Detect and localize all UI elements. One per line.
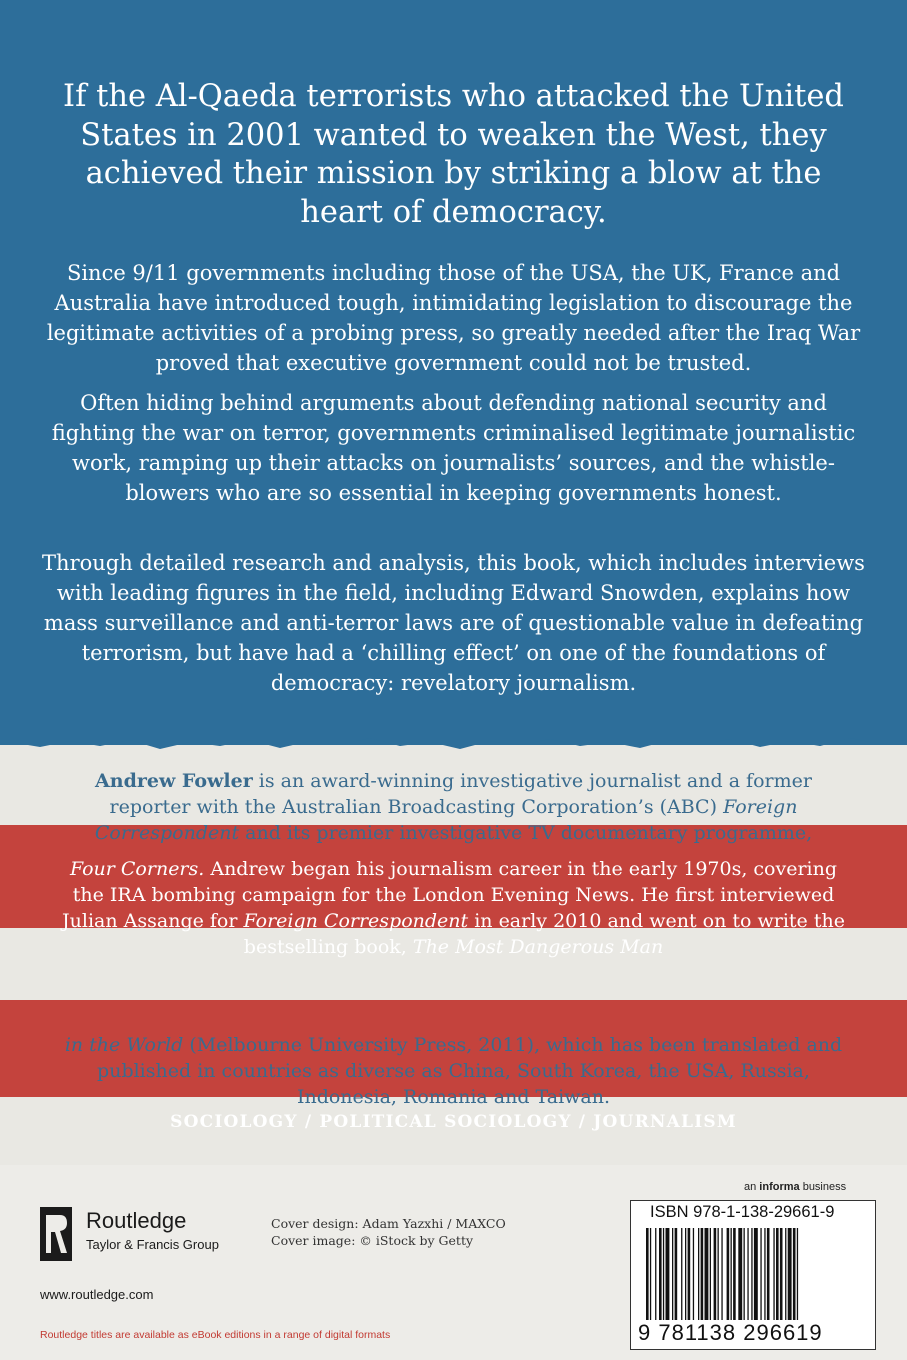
- cover-design-credit: Cover design: Adam Yazxhi / MAXCO: [271, 1216, 506, 1231]
- barcode-bar: [767, 1228, 770, 1320]
- barcode-bar: [760, 1228, 761, 1320]
- author-bio-part-1: [60, 768, 847, 846]
- bio-italic-3: Foreign Correspondent: [243, 910, 469, 932]
- barcode-bar: [733, 1228, 736, 1320]
- barcode-bar: [718, 1228, 719, 1320]
- barcode-bar: [663, 1228, 664, 1320]
- barcode-bar: [710, 1228, 711, 1320]
- barcode-bar: [793, 1228, 796, 1320]
- informa-tagline: [744, 1181, 846, 1193]
- publisher-group: Taylor & Francis Group: [86, 1237, 219, 1252]
- cover-image-credit: Cover image: © iStock by Getty: [271, 1233, 474, 1248]
- author-bio-part-2: [60, 856, 847, 960]
- bio-italic-5: in the World: [64, 1034, 184, 1056]
- torn-edge-blue: [0, 722, 907, 762]
- blurb-paragraph-1: Since 9/11 governments including those of the USA, the UK, France and Australia have introduced tough, intimidating legislation to discourage the legitimate activities of a probing press, so greatly needed after the Iraq War proved that executive government could not be trusted.: [46, 261, 861, 375]
- bio-text-4: in early 2010 and went on to write the bestselling book,: [243, 910, 845, 958]
- barcode-bar: [675, 1228, 678, 1320]
- publisher-name: Routledge: [86, 1208, 187, 1233]
- barcode-bar: [776, 1228, 779, 1320]
- barcode-bar: [655, 1228, 656, 1320]
- barcode-bar: [738, 1228, 742, 1320]
- barcode: [646, 1228, 860, 1320]
- barcode-bar: [672, 1228, 673, 1320]
- isbn-label: ISBN 978-1-138-29661-9: [650, 1203, 835, 1221]
- informa-bold: informa: [759, 1181, 800, 1193]
- bio-text-5: (Melbourne University Press, 2011), which has been translated and published in countries as diverse as China, South Korea, the USA, Russia, Indonesia, Romania and Taiwan.: [97, 1034, 843, 1108]
- isbn-digits: 9 781138 296619: [638, 1320, 823, 1345]
- bio-text-1: is an award-winning investigative journalist and a former reporter with the Australian Broadcasting Corporation’s (ABC): [109, 770, 812, 818]
- informa-suffix: business: [799, 1181, 847, 1193]
- author-name: Andrew Fowler: [95, 770, 253, 792]
- routledge-logo-icon: [40, 1207, 72, 1261]
- barcode-bar: [797, 1228, 798, 1320]
- barcode-bar: [721, 1228, 722, 1320]
- barcode-bar: [731, 1228, 732, 1320]
- barcode-bar: [747, 1228, 748, 1320]
- informa-prefix: an: [744, 1181, 760, 1193]
- barcode-bar: [646, 1228, 649, 1320]
- barcode-bar: [727, 1228, 730, 1320]
- barcode-bar: [754, 1228, 758, 1320]
- barcode-bar: [666, 1228, 670, 1320]
- publisher-website[interactable]: www.routledge.com: [40, 1287, 154, 1302]
- barcode-bar: [705, 1228, 709, 1320]
- barcode-bar: [773, 1228, 774, 1320]
- bio-text-2: and its premier investigative TV documentary programme,: [239, 822, 813, 844]
- barcode-bar: [681, 1228, 682, 1320]
- barcode-bar: [688, 1228, 691, 1320]
- barcode-bar: [701, 1228, 704, 1320]
- barcode-bar: [785, 1228, 786, 1320]
- barcode-bar: [751, 1228, 752, 1320]
- author-bio-part-3: [60, 1032, 847, 1110]
- cover-credits: [271, 1215, 506, 1249]
- subject-category: SOCIOLOGY / POLITICAL SOCIOLOGY / JOURNALISM: [170, 1112, 737, 1132]
- blurb-lead: If the Al-Qaeda terrorists who attacked the United States in 2001 wanted to weaken the West, they achieved their mission by striking a blow at the heart of democracy.: [63, 79, 844, 230]
- bio-italic-2: Four Corners.: [69, 858, 205, 880]
- barcode-bar: [714, 1228, 717, 1320]
- blurb-paragraph-3: Through detailed research and analysis, this book, which includes interviews with leading figures in the field, including Edward Snowden, explains how mass surveillance and anti-terror laws are of questionable value in defeating terrorism, but have had a ‘chilling effect’ on one of the foundations of democracy: revelatory journalism.: [42, 551, 865, 695]
- barcode-bar: [780, 1228, 783, 1320]
- barcode-bar: [698, 1228, 699, 1320]
- barcode-bar: [693, 1228, 694, 1320]
- barcode-bar: [744, 1228, 745, 1320]
- bio-italic-1: Foreign Correspondent: [94, 796, 798, 844]
- barcode-bar: [764, 1228, 765, 1320]
- barcode-bar: [650, 1228, 651, 1320]
- blurb-paragraph-2: Often hiding behind arguments about defending national security and fighting the war on terror, governments criminalised legitimate journalistic work, ramping up their attacks on journalists’ sources, and the whistle-blowers who are so essential in keeping governments honest.: [51, 391, 856, 505]
- barcode-bar: [659, 1228, 662, 1320]
- barcode-bar: [788, 1228, 792, 1320]
- ebook-note: Routledge titles are available as eBook editions in a range of digital formats: [40, 1329, 391, 1341]
- barcode-bar: [685, 1228, 686, 1320]
- bio-text-3: Andrew began his journalism career in the early 1970s, covering the IRA bombing campaign for the London Evening News. He first interviewed Julian Assange for: [62, 858, 838, 932]
- bio-italic-4: The Most Dangerous Man: [412, 936, 664, 958]
